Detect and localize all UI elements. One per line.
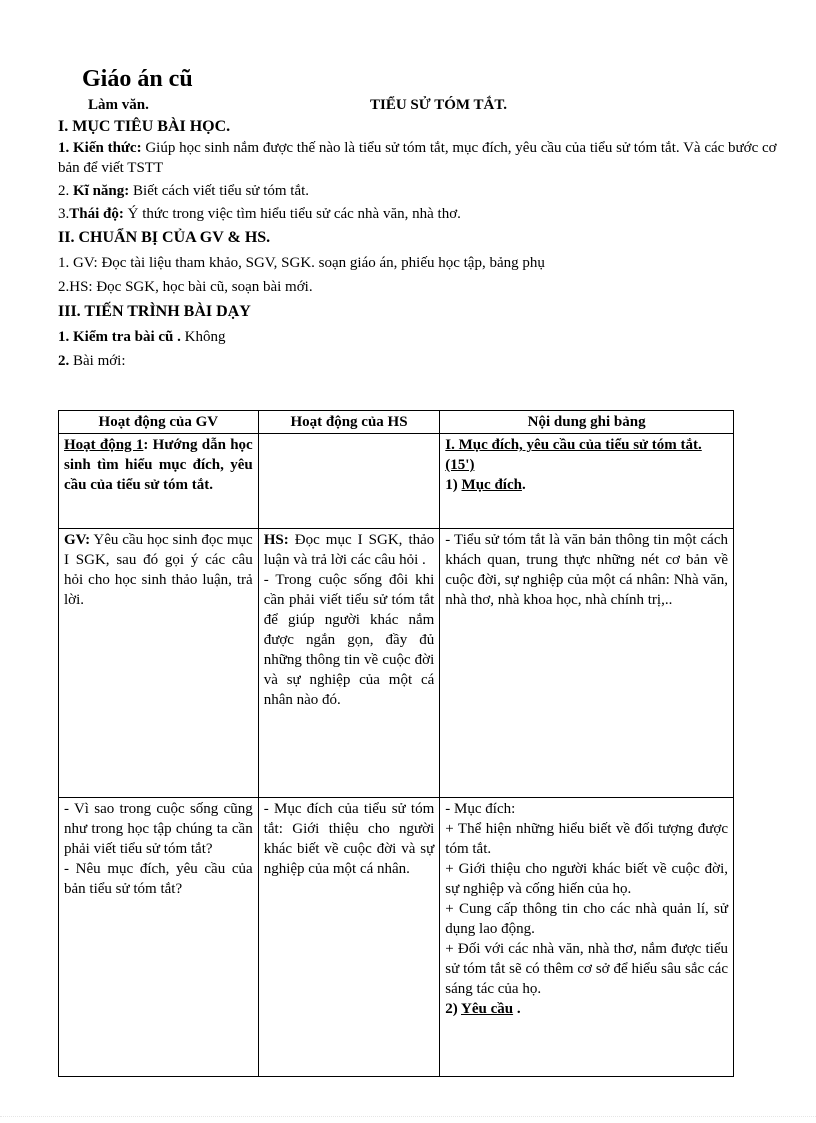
header-gv: Hoạt động của GV <box>59 411 259 434</box>
gv-question-2: - Nêu mục đích, yêu cầu của bản tiểu sử tóm tắt? <box>64 861 253 897</box>
definition-text: - Tiểu sử tóm tắt là văn bản thông tin một cách khách quan, trung thực những nét cơ bản về cuộc đời, sự nghiệp của một cá nhân: Nhà văn, nhà thơ, nhà khoa học, nhà chính trị,.. <box>445 532 728 608</box>
definition-cell <box>440 529 734 798</box>
section-2-heading: II. CHUẨN BỊ CỦA GV & HS. <box>58 229 271 246</box>
knowledge-paragraph <box>58 138 778 178</box>
table-row <box>59 434 734 529</box>
subject-label: Làm văn. <box>88 97 149 113</box>
section-3-heading: III. TIẾN TRÌNH BÀI DẠY <box>58 303 251 320</box>
attitude-line <box>58 204 461 224</box>
table-row <box>59 529 734 798</box>
skill-prefix: 2. <box>58 183 73 199</box>
lesson-table <box>58 410 734 1077</box>
new-lesson-text: Bài mới: <box>69 353 126 369</box>
header-content: Nội dung ghi bảng <box>440 411 734 434</box>
new-lesson-line <box>58 351 126 371</box>
content-subheading-label: Mục đích <box>461 477 522 493</box>
hs-preparation: 2.HS: Đọc SGK, học bài cũ, soạn bài mới. <box>58 279 313 295</box>
table-row <box>59 798 734 1077</box>
purpose-item: + Thể hiện những hiểu biết về đối tượng được tóm tắt. <box>445 821 728 857</box>
section-1-heading: I. MỤC TIÊU BÀI HỌC. <box>58 118 231 135</box>
page-bottom-divider <box>0 1116 816 1119</box>
gv-label: GV: <box>64 532 91 548</box>
gv-question-1: - Vì sao trong cuộc sống cũng như trong học tập chúng ta cần phải viết tiểu sử tóm tắt? <box>64 801 253 857</box>
activity-1-label: Hoạt động 1 <box>64 437 144 453</box>
header-hs: Hoạt động của HS <box>258 411 440 434</box>
purpose-item: - Mục đích: <box>445 801 516 817</box>
gv-instruction-cell <box>59 529 259 798</box>
empty-hs-cell <box>258 434 440 529</box>
check-text: Không <box>180 329 226 345</box>
requirement-heading <box>445 999 728 1019</box>
document-title: Giáo án cũ <box>82 66 193 92</box>
attitude-text: Ý thức trong việc tìm hiểu tiểu sử các nhà văn, nhà thơ. <box>123 206 461 222</box>
attitude-label: Thái độ: <box>69 206 124 222</box>
content-subheading <box>445 475 728 495</box>
purpose-item: + Đối với các nhà văn, nhà thơ, nắm được tiểu sử tóm tắt sẽ có thêm cơ sở để hiểu sâu sắc các sáng tác của họ. <box>445 941 728 997</box>
lesson-title: TIỂU SỬ TÓM TẮT. <box>370 97 507 113</box>
gv-questions-cell <box>59 798 259 1077</box>
activity-1-text: : Hướng dẫn học sinh tìm hiểu mục đích, yêu cầu của tiểu sử tóm tắt. <box>64 437 253 493</box>
hs-label: HS: <box>263 532 289 548</box>
knowledge-label: 1. Kiến thức: <box>58 140 142 156</box>
purpose-item: + Cung cấp thông tin cho các nhà quản lí, sử dụng lao động. <box>445 901 728 937</box>
content-subheading-prefix: 1) <box>445 477 462 493</box>
hs-response-text: Đọc mục I SGK, thảo luận và trả lời các câu hỏi . <box>263 532 435 568</box>
content-heading: I. Mục đích, yêu cầu của tiểu sử tóm tắt. (15') <box>445 437 702 473</box>
attitude-prefix: 3. <box>58 206 70 222</box>
gv-preparation: 1. GV: Đọc tài liệu tham khảo, SGV, SGK. soạn giáo án, phiếu học tập, bảng phụ <box>58 255 545 271</box>
content-subheading-suffix: . <box>521 477 526 493</box>
check-label: 1. Kiểm tra bài cũ . <box>58 329 181 345</box>
gv-instruction-text: Yêu cầu học sinh đọc mục I SGK, sau đó gọi ý các câu hỏi cho học sinh thảo luận, trả lời. <box>64 532 253 608</box>
skill-label: Kĩ năng: <box>73 183 130 199</box>
check-old-lesson <box>58 327 226 347</box>
skill-text: Biết cách viết tiểu sử tóm tắt. <box>129 183 310 199</box>
knowledge-text: Giúp học sinh nắm được thế nào là tiểu sử tóm tắt, mục đích, yêu cầu của tiểu sử tóm tắt. Và các bước cơ bản để viết TSTT <box>58 140 777 176</box>
content-heading-cell <box>440 434 734 529</box>
purpose-item: + Giới thiệu cho người khác biết về cuộc đời, sự nghiệp và cống hiến của họ. <box>445 861 728 897</box>
purpose-content-cell <box>440 798 734 1077</box>
table-header-row <box>59 411 734 434</box>
requirement-prefix: 2) <box>445 1001 461 1017</box>
requirement-suffix: . <box>513 1001 521 1017</box>
hs-response-detail: - Trong cuộc sống đôi khi cần phải viết tiểu sử tóm tắt để giúp người khác nắm được ngắn gọn, đầy đủ những thông tin về cuộc đời và sự nghiệp của một cá nhân nào đó. <box>263 572 435 708</box>
activity-1-cell <box>59 434 259 529</box>
skill-line <box>58 181 309 201</box>
hs-purpose-cell <box>258 798 440 1077</box>
new-lesson-prefix: 2. <box>58 353 70 369</box>
hs-response-cell <box>258 529 440 798</box>
hs-purpose-text: - Mục đích của tiểu sử tóm tắt: Giới thiệu cho người khác biết về cuộc đời và sự nghiệp của một cá nhân. <box>263 801 435 877</box>
requirement-label: Yêu cầu <box>460 1001 514 1017</box>
